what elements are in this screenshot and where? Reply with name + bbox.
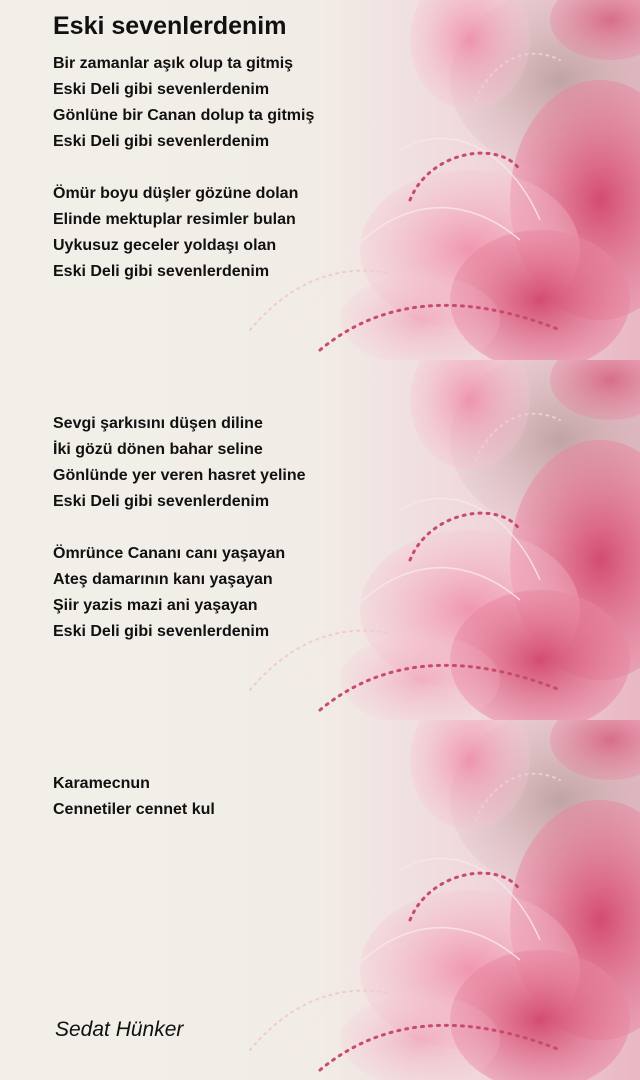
poem-line: Gönlünde yer veren hasret yeline: [53, 467, 306, 484]
poem-line: Eski Deli gibi sevenlerdenim: [53, 81, 270, 98]
stanza: [53, 541, 285, 645]
poem-line: Sevgi şarkısını düşen diline: [53, 415, 263, 432]
stanza: [53, 51, 314, 155]
poem-line: Şiir yazis mazi ani yaşayan: [53, 597, 258, 614]
poem-line: Ateş damarının kanı yaşayan: [53, 571, 273, 588]
poem-line: Eski Deli gibi sevenlerdenim: [53, 493, 270, 510]
poem-line: Eski Deli gibi sevenlerdenim: [53, 263, 270, 280]
poem-line: Ömür boyu düşler gözüne dolan: [53, 185, 299, 202]
stanza: [53, 411, 306, 515]
poem-line: Bir zamanlar aşık olup ta gitmiş: [53, 55, 294, 72]
poem-line: Karamecnun: [53, 775, 150, 792]
poem-line: Ömrünce Cananı canı yaşayan: [53, 545, 286, 562]
poem-line: Elinde mektuplar resimler bulan: [53, 211, 296, 228]
poem-line: Cennetiler cennet kul: [53, 801, 215, 818]
poem-line: Uykusuz geceler yoldaşı olan: [53, 237, 277, 254]
stanza: [53, 181, 298, 285]
poem-author: Sedat Hünker: [55, 1018, 184, 1041]
poem-line: Eski Deli gibi sevenlerdenim: [53, 623, 270, 640]
stanza: [53, 771, 215, 823]
poem-line: İki gözü dönen bahar seline: [53, 441, 263, 458]
poem-line: Gönlüne bir Canan dolup ta gitmiş: [53, 107, 315, 124]
poem-line: Eski Deli gibi sevenlerdenim: [53, 133, 270, 150]
poem-title: Eski sevenlerdenim: [53, 12, 287, 40]
